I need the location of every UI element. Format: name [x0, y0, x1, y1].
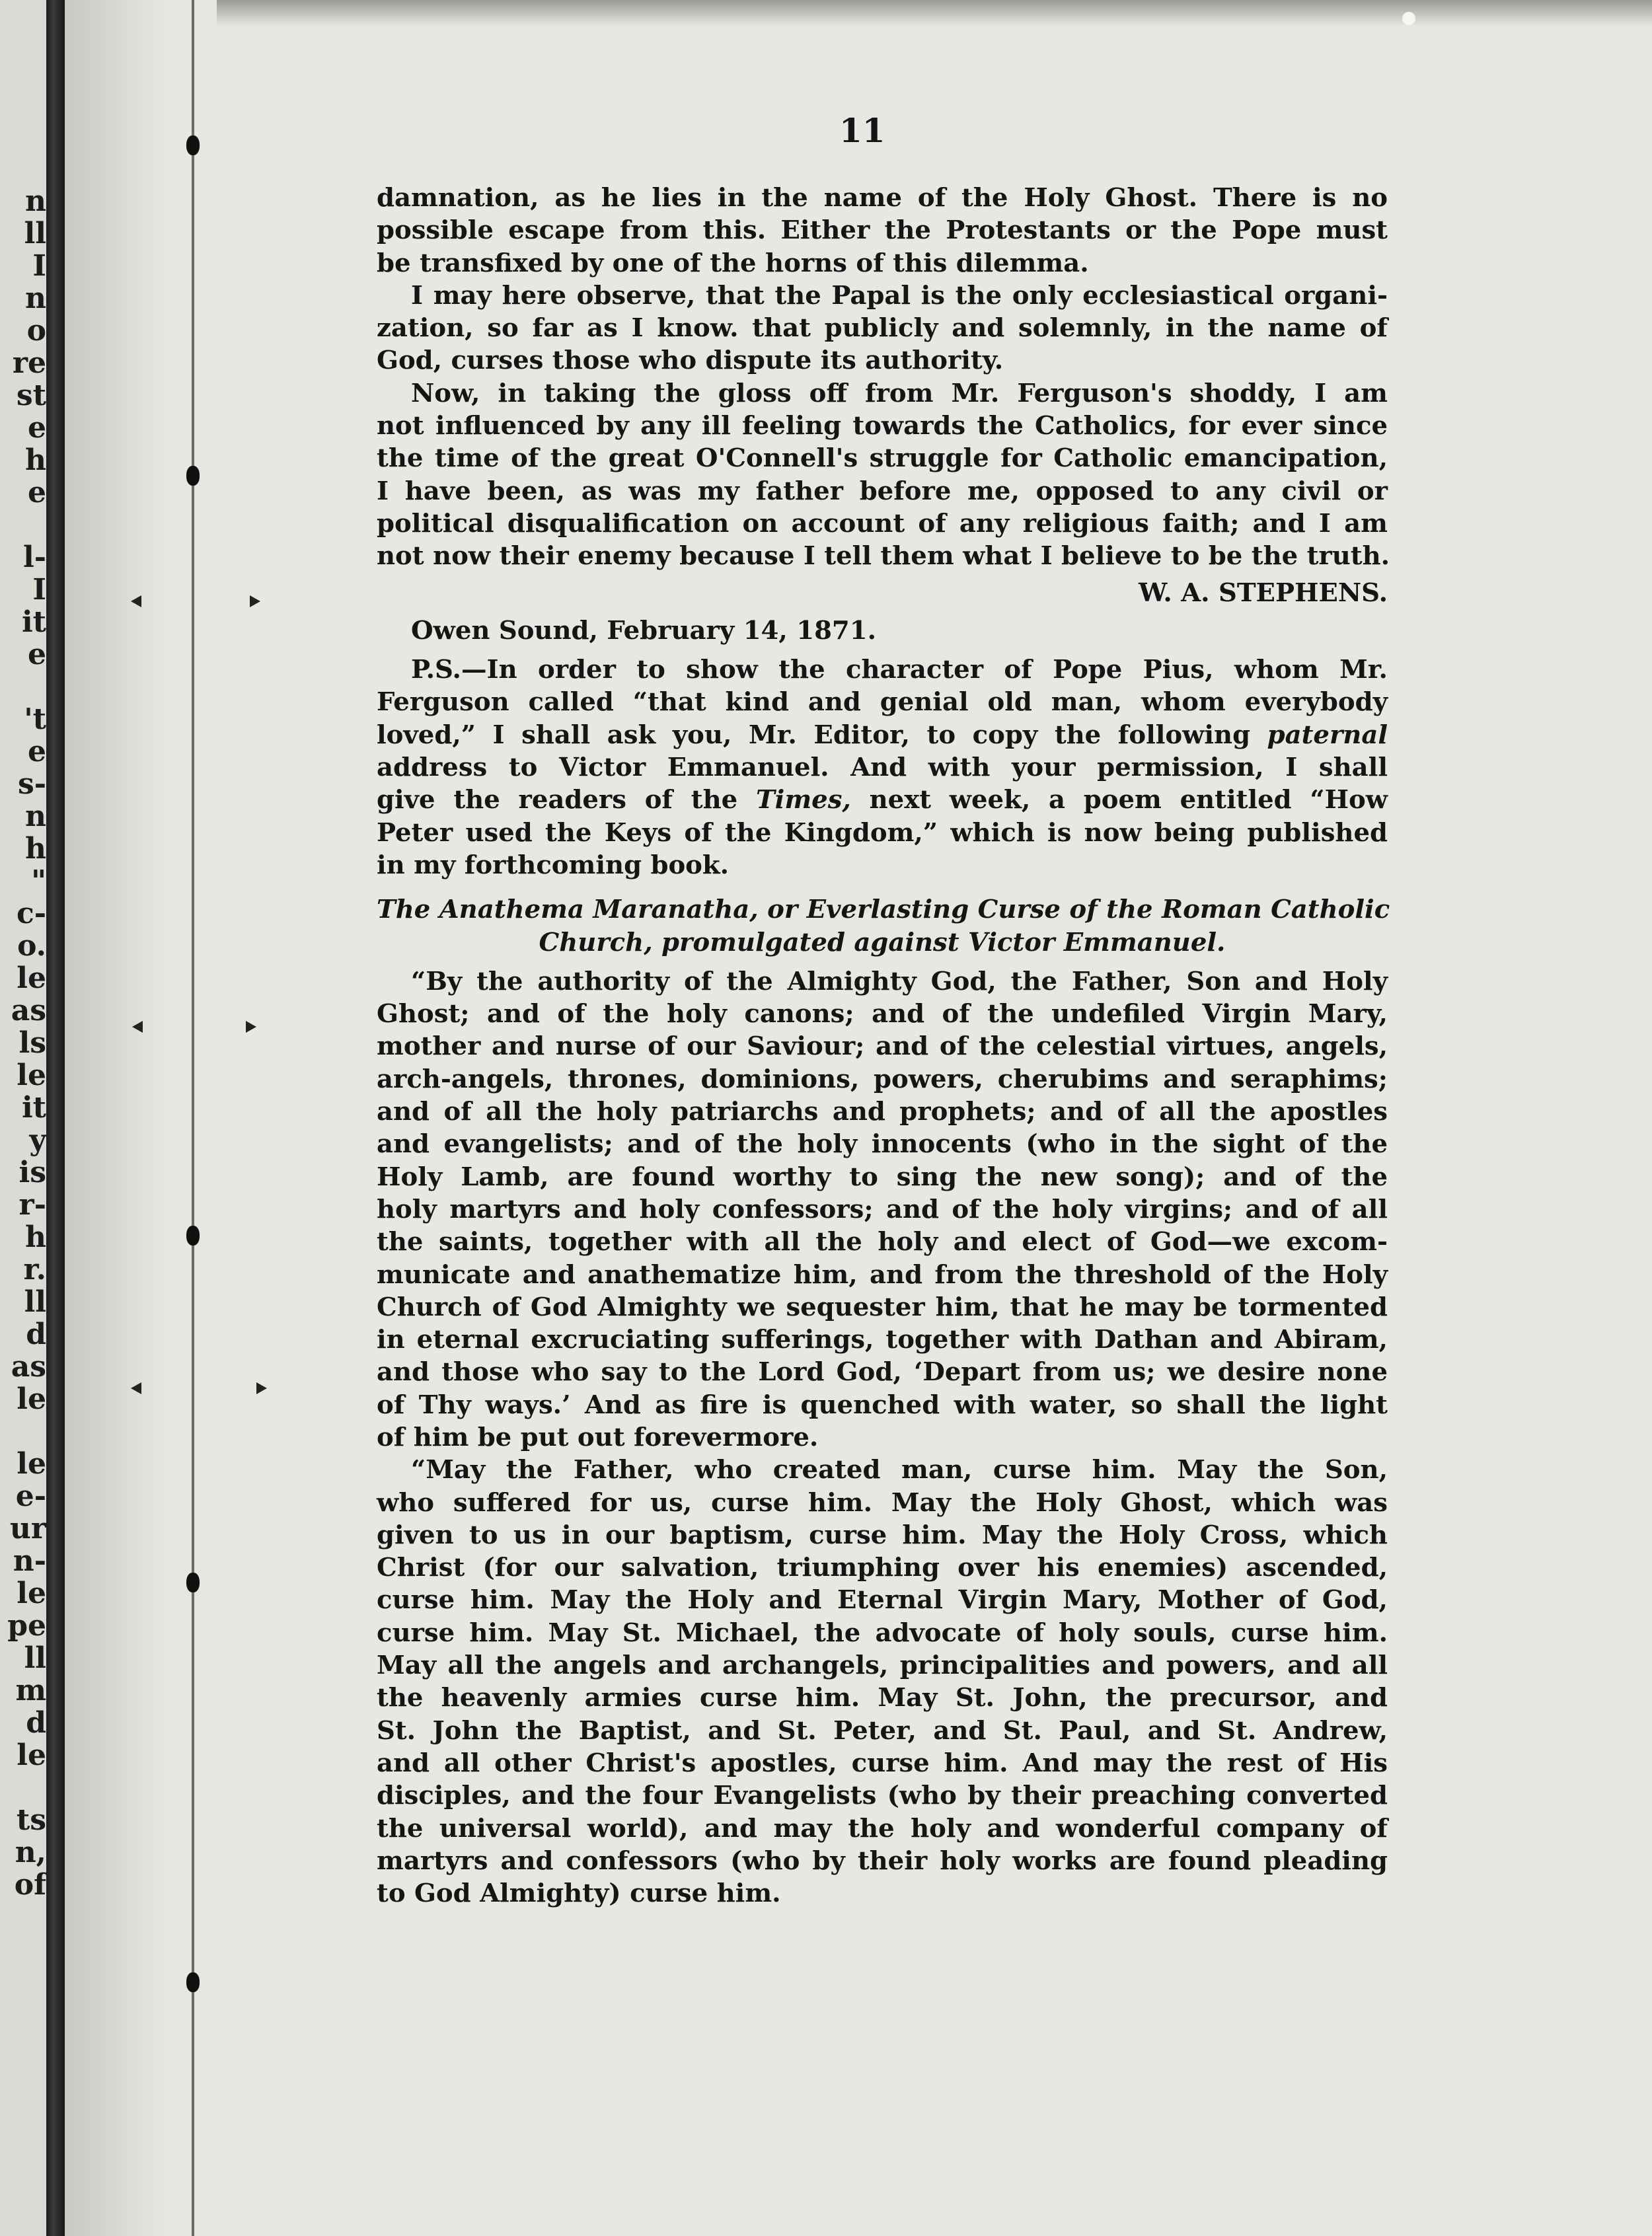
text-line: “May the Father, who created man, curse him. May the Son,: [411, 1455, 1388, 1485]
quote-paragraph-authority: [377, 965, 1388, 1454]
facing-page-fragment: le: [17, 1738, 46, 1772]
ps-line: Peter used the Keys of the Kingdom,” which is now being published: [377, 817, 1388, 848]
text-line: curse him. May the Holy and Eternal Virgin Mary, Mother of God,: [377, 1585, 1388, 1616]
postscript: [377, 653, 1388, 881]
paragraph-gloss: [377, 377, 1388, 573]
text-line: I have been, as was my father before me, opposed to any civil or: [377, 476, 1388, 506]
facing-page-fragment: [0, 1771, 46, 1804]
facing-page-fragment: le: [17, 1059, 46, 1092]
margin-mark: [131, 595, 141, 607]
text-line: and evangelists; and of the holy innocents (who in the sight of the: [377, 1129, 1388, 1160]
text-line: Church of God Almighty we sequester him, that he may be tormented: [377, 1292, 1388, 1322]
facing-page-fragment: le: [17, 1447, 46, 1481]
facing-page-edge: [0, 0, 46, 2236]
facing-page-fragment: I: [32, 249, 46, 283]
facing-page-fragment: l-: [23, 540, 46, 574]
facing-page-fragment: h: [25, 832, 46, 866]
text-line: and of all the holy patriarchs and prophets; and of all the apostles: [377, 1097, 1388, 1127]
facing-page-fragment: r.: [23, 1253, 46, 1286]
ps-line: address to Victor Emmanuel. And with your permission, I shall: [377, 753, 1388, 783]
facing-page-fragment: pe: [7, 1609, 46, 1643]
facing-page-fragment: le: [17, 1577, 46, 1610]
facing-page-fragment: [0, 509, 46, 541]
text-line: the saints, together with all the holy and elect of God—we excom-: [377, 1227, 1388, 1257]
heading-line: Church, promulgated against Victor Emmanuel.: [539, 927, 1226, 957]
margin-mark: [246, 1021, 256, 1033]
facing-page-fragment: e-: [15, 1479, 46, 1513]
text-line: municate and anathematize him, and from the threshold of the Holy: [377, 1259, 1388, 1290]
text-line: of Thy ways.’ And as fire is quenched with water, so shall the light: [377, 1390, 1388, 1420]
text-line: be transfixed by one of the horns of this dilemma.: [377, 248, 1089, 278]
margin-mark: [250, 595, 260, 607]
text-line: “By the authority of the Almighty God, the Father, Son and Holy: [411, 966, 1388, 996]
facing-page-fragment: as: [11, 994, 46, 1027]
paragraph-papal-organization: [377, 280, 1388, 377]
dateline: Owen Sound, February 14, 1871.: [411, 615, 877, 646]
margin-mark: [132, 1021, 143, 1033]
margin-mark: [131, 1382, 141, 1394]
paper-speck: [1402, 12, 1415, 25]
text-line: Christ (for our salvation, triumphing over his enemies) ascended,: [377, 1553, 1388, 1583]
facing-page-fragment: r-: [19, 1188, 46, 1222]
facing-page-fragment: n: [25, 184, 46, 218]
text-line: I may here observe, that the Papal is the only ecclesiastical organi-: [411, 280, 1388, 311]
ps-line: P.S.—In order to show the character of Pope Pius, whom Mr.: [411, 655, 1388, 685]
text-line: the heavenly armies curse him. May St. John, the precursor, and: [377, 1683, 1388, 1713]
text-line: not now their enemy because I tell them what I believe to be the truth.: [377, 541, 1390, 572]
facing-page-fragment: d: [26, 1706, 46, 1740]
facing-page-fragment: e: [28, 735, 46, 768]
paragraph-damnation: [377, 182, 1388, 280]
facing-page-fragment: 't: [24, 702, 46, 736]
facing-page-fragment: ll: [24, 1285, 46, 1319]
text-line: not influenced by any ill feeling towards the Catholics, for ever since: [377, 411, 1388, 441]
facing-page-fragment: o.: [17, 929, 46, 963]
facing-page-fragment: ur: [9, 1512, 46, 1546]
text-line: given to us in our baptism, curse him. May the Holy Cross, which: [377, 1520, 1388, 1550]
ps-italic-paternal: paternal: [1267, 720, 1388, 750]
facing-page-fragment: y: [29, 1123, 46, 1157]
ps-italic-times: Times,: [755, 785, 851, 815]
facing-page-fragment: ": [31, 864, 46, 898]
text-line: holy martyrs and holy confessors; and of the holy virgins; and of all: [377, 1194, 1388, 1224]
text-line: St. John the Baptist, and St. Peter, and St. Paul, and St. Andrew,: [377, 1715, 1388, 1746]
text-line: in eternal excruciating sufferings, together with Dathan and Abiram,: [377, 1325, 1388, 1355]
ps-line: [377, 719, 1388, 751]
facing-page-fragment: o: [26, 314, 46, 348]
stitch-line: [192, 0, 194, 2236]
text-line: the universal world), and may the holy and wonderful company of: [377, 1813, 1388, 1844]
facing-page-fragment: [0, 671, 46, 703]
text-line: mother and nurse of our Saviour; and of the celestial virtues, angels,: [377, 1031, 1388, 1062]
text-line: curse him. May St. Michael, the advocate of holy souls, curse him.: [377, 1618, 1388, 1648]
text-line: disciples, and the four Evangelists (who by their preaching converted: [377, 1781, 1388, 1811]
facing-page-fragment: it: [21, 1091, 46, 1125]
text-line: possible escape from this. Either the Protestants or the Pope must: [377, 215, 1388, 246]
facing-page-fragment: it: [21, 605, 46, 639]
text-line: May all the angels and archangels, principalities and powers, and all: [377, 1651, 1388, 1681]
text-line: God, curses those who dispute its authority.: [377, 346, 1004, 376]
facing-page-fragment: of: [14, 1868, 46, 1902]
facing-page-fragment: ts: [16, 1803, 46, 1837]
text-line: Holy Lamb, are found worthy to sing the new song); and of the: [377, 1162, 1388, 1192]
quote-paragraph-curse: [377, 1454, 1388, 1910]
facing-page-fragment: e: [28, 476, 46, 509]
binding-fold: [46, 0, 65, 2236]
signature: W. A. STEPHENS.: [1139, 578, 1388, 608]
text-line: of him be put out forevermore.: [377, 1422, 819, 1452]
ps-line: Ferguson called “that kind and genial old man, whom everybody: [377, 687, 1388, 718]
binding-stitch: [186, 466, 200, 486]
text-line: Ghost; and of the holy canons; and of the undefiled Virgin Mary,: [377, 999, 1388, 1029]
margin-mark: [256, 1382, 267, 1394]
ps-line: [377, 784, 1388, 816]
facing-page-fragment: n: [25, 281, 46, 315]
facing-page-fragment: ll: [24, 1641, 46, 1675]
facing-page-text-fragments: [0, 185, 46, 1901]
facing-page-fragment: e: [28, 638, 46, 671]
binding-stitch: [186, 1972, 200, 1992]
facing-page-fragment: I: [32, 573, 46, 607]
facing-page-fragment: ls: [19, 1026, 46, 1060]
binding-stitch: [186, 1226, 200, 1246]
page-number: 11: [839, 111, 885, 150]
text-line: damnation, as he lies in the name of the Holy Ghost. There is no: [377, 183, 1388, 213]
ps-line: in my forthcoming book.: [377, 850, 730, 880]
facing-page-fragment: st: [16, 379, 46, 412]
binding-stitch: [186, 1573, 200, 1592]
facing-page-fragment: c-: [16, 897, 46, 930]
binding-stitch: [186, 135, 200, 155]
text-line: arch-angels, thrones, dominions, powers, cherubims and seraphims;: [377, 1064, 1388, 1094]
text-line: the time of the great O'Connell's struggle for Catholic emancipation,: [377, 443, 1388, 474]
facing-page-fragment: is: [19, 1156, 46, 1189]
facing-page-fragment: h: [25, 1220, 46, 1254]
facing-page-fragment: n-: [13, 1544, 46, 1578]
text-line: and those who say to the Lord God, ‘Depart from us; we desire none: [377, 1357, 1388, 1388]
text-line: who suffered for us, curse him. May the Holy Ghost, which was: [377, 1487, 1388, 1518]
facing-page-fragment: n: [25, 800, 46, 833]
ps-text: loved,” I shall ask you, Mr. Editor, to copy the following: [377, 720, 1251, 750]
facing-page-fragment: re: [12, 346, 46, 380]
article-body: [377, 182, 1388, 1910]
text-line: to God Almighty) curse him.: [377, 1879, 781, 1909]
facing-page-fragment: [0, 1415, 46, 1448]
ps-text: give the readers of the: [377, 785, 738, 815]
facing-page-fragment: n,: [15, 1836, 46, 1869]
ps-text: next week, a poem entitled “How: [869, 785, 1388, 815]
facing-page-fragment: m: [15, 1674, 46, 1707]
facing-page-fragment: h: [25, 443, 46, 477]
facing-page-fragment: e: [28, 411, 46, 445]
heading-line: The Anathema Maranatha, or Everlasting Curse of the Roman Catholic: [377, 895, 1390, 925]
text-line: Now, in taking the gloss off from Mr. Ferguson's shoddy, I am: [411, 378, 1388, 408]
facing-page-fragment: le: [17, 1382, 46, 1416]
facing-page-fragment: d: [26, 1318, 46, 1351]
text-line: martyrs and confessors (who by their holy works are found pleading: [377, 1845, 1388, 1876]
section-heading: [377, 893, 1388, 959]
facing-page-fragment: as: [11, 1350, 46, 1384]
facing-page-fragment: s-: [17, 767, 46, 801]
text-line: political disqualification on account of any religious faith; and I am: [377, 508, 1388, 539]
text-line: and all other Christ's apostles, curse him. And may the rest of His: [377, 1748, 1388, 1778]
text-line: zation, so far as I know. that publicly and solemnly, in the name of: [377, 313, 1388, 344]
facing-page-fragment: le: [17, 961, 46, 995]
facing-page-fragment: ll: [24, 217, 46, 250]
